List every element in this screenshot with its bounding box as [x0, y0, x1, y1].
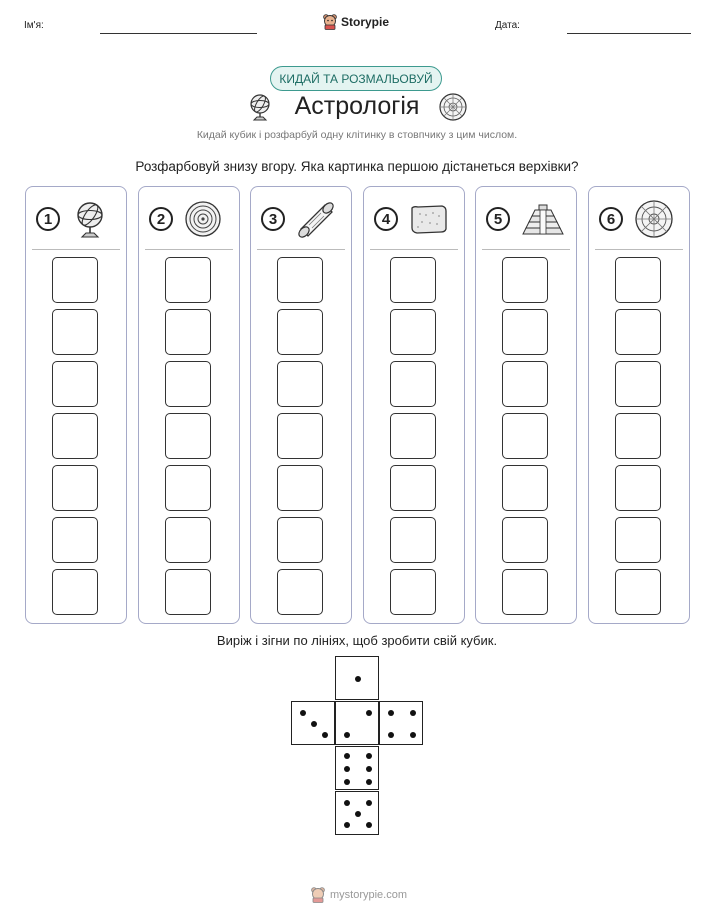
column-divider	[482, 249, 570, 250]
zodiac-wheel-icon	[633, 199, 675, 244]
footer	[310, 886, 407, 903]
page-title: Астрологія	[294, 92, 420, 120]
column-number: 1	[36, 207, 60, 231]
die-pip	[311, 721, 317, 727]
color-cell[interactable]	[615, 309, 661, 355]
die-pip	[322, 732, 328, 738]
page-subtitle: Кидай кубик і розфарбуй одну клітинку в стовпчику з цим числом.	[196, 129, 518, 141]
die-pip	[344, 800, 350, 806]
die-pip	[366, 822, 372, 828]
brand-name: Storypie	[341, 14, 390, 29]
color-cell[interactable]	[502, 413, 548, 459]
color-cell[interactable]	[52, 517, 98, 563]
column-1	[25, 186, 127, 624]
column-5	[475, 186, 577, 624]
color-cell[interactable]	[502, 517, 548, 563]
die-pip	[355, 676, 361, 682]
color-cell[interactable]	[165, 309, 211, 355]
color-cell[interactable]	[615, 257, 661, 303]
column-2	[138, 186, 240, 624]
die-face-2	[335, 701, 379, 745]
color-cell[interactable]	[52, 257, 98, 303]
color-cell[interactable]	[52, 413, 98, 459]
brand-logo	[322, 13, 389, 30]
die-pip	[410, 732, 416, 738]
die-face-5	[335, 791, 379, 835]
color-cell[interactable]	[277, 361, 323, 407]
color-cell[interactable]	[277, 309, 323, 355]
color-cell[interactable]	[52, 361, 98, 407]
column-3	[250, 186, 352, 624]
color-cell[interactable]	[165, 257, 211, 303]
die-pip	[366, 753, 372, 759]
color-cell[interactable]	[52, 465, 98, 511]
color-cell[interactable]	[502, 257, 548, 303]
color-cell[interactable]	[615, 517, 661, 563]
color-cell[interactable]	[390, 517, 436, 563]
color-cell[interactable]	[277, 569, 323, 615]
color-cell[interactable]	[390, 257, 436, 303]
column-divider	[257, 249, 345, 250]
column-number: 6	[599, 207, 623, 231]
name-field-line[interactable]	[100, 33, 257, 34]
die-face-3	[291, 701, 335, 745]
die-pip	[366, 779, 372, 785]
color-cell[interactable]	[52, 309, 98, 355]
bear-mascot-icon	[322, 13, 338, 30]
die-pip	[344, 766, 350, 772]
column-number: 4	[374, 207, 398, 231]
name-label: Ім'я:	[24, 20, 44, 31]
activity-badge: КИДАЙ ТА РОЗМАЛЬОВУЙ	[270, 66, 442, 91]
die-pip	[344, 753, 350, 759]
color-cell[interactable]	[165, 517, 211, 563]
die-pip	[366, 800, 372, 806]
die-pip	[344, 732, 350, 738]
color-cell[interactable]	[390, 569, 436, 615]
die-pip	[366, 710, 372, 716]
color-cell[interactable]	[165, 569, 211, 615]
die-pip	[344, 779, 350, 785]
color-cell[interactable]	[502, 309, 548, 355]
die-face-1	[335, 656, 379, 700]
die-pip	[300, 710, 306, 716]
column-6	[588, 186, 690, 624]
clay-tablet-icon	[408, 199, 450, 244]
color-cell[interactable]	[277, 257, 323, 303]
color-cell[interactable]	[615, 413, 661, 459]
column-divider	[595, 249, 683, 250]
column-number: 3	[261, 207, 285, 231]
scroll-icon	[295, 199, 337, 244]
pyramid-icon	[520, 199, 566, 244]
instruction-text: Розфарбовуй знизу вгору. Яка картинка першою дістанеться верхівки?	[135, 159, 579, 174]
date-field-line[interactable]	[567, 33, 691, 34]
die-face-4	[379, 701, 423, 745]
die-pip	[366, 766, 372, 772]
column-divider	[145, 249, 233, 250]
column-number: 5	[486, 207, 510, 231]
color-cell[interactable]	[390, 361, 436, 407]
column-divider	[370, 249, 458, 250]
die-pip	[388, 710, 394, 716]
color-cell[interactable]	[165, 413, 211, 459]
color-cell[interactable]	[277, 517, 323, 563]
die-face-6	[335, 746, 379, 790]
cut-instruction: Виріж і зігни по лініях, щоб зробити свій кубик.	[216, 633, 498, 648]
color-cell[interactable]	[390, 465, 436, 511]
color-cell[interactable]	[165, 465, 211, 511]
die-pip	[355, 811, 361, 817]
color-cell[interactable]	[277, 413, 323, 459]
bear-mascot-icon	[310, 886, 326, 903]
color-cell[interactable]	[165, 361, 211, 407]
concentric-circles-icon	[183, 199, 223, 244]
color-cell[interactable]	[502, 361, 548, 407]
color-cell[interactable]	[390, 413, 436, 459]
column-number: 2	[149, 207, 173, 231]
color-cell[interactable]	[615, 361, 661, 407]
column-divider	[32, 249, 120, 250]
die-pip	[388, 732, 394, 738]
footer-url[interactable]: mystorypie.com	[330, 888, 408, 901]
column-4	[363, 186, 465, 624]
color-cell[interactable]	[277, 465, 323, 511]
zodiac-wheel-icon	[438, 92, 468, 122]
armillary-globe-icon	[70, 199, 110, 244]
color-cell[interactable]	[502, 465, 548, 511]
date-label: Дата:	[495, 20, 520, 31]
color-cell[interactable]	[615, 569, 661, 615]
color-cell[interactable]	[52, 569, 98, 615]
die-pip	[410, 710, 416, 716]
die-pip	[344, 822, 350, 828]
color-cell[interactable]	[615, 465, 661, 511]
color-cell[interactable]	[390, 309, 436, 355]
color-cell[interactable]	[502, 569, 548, 615]
